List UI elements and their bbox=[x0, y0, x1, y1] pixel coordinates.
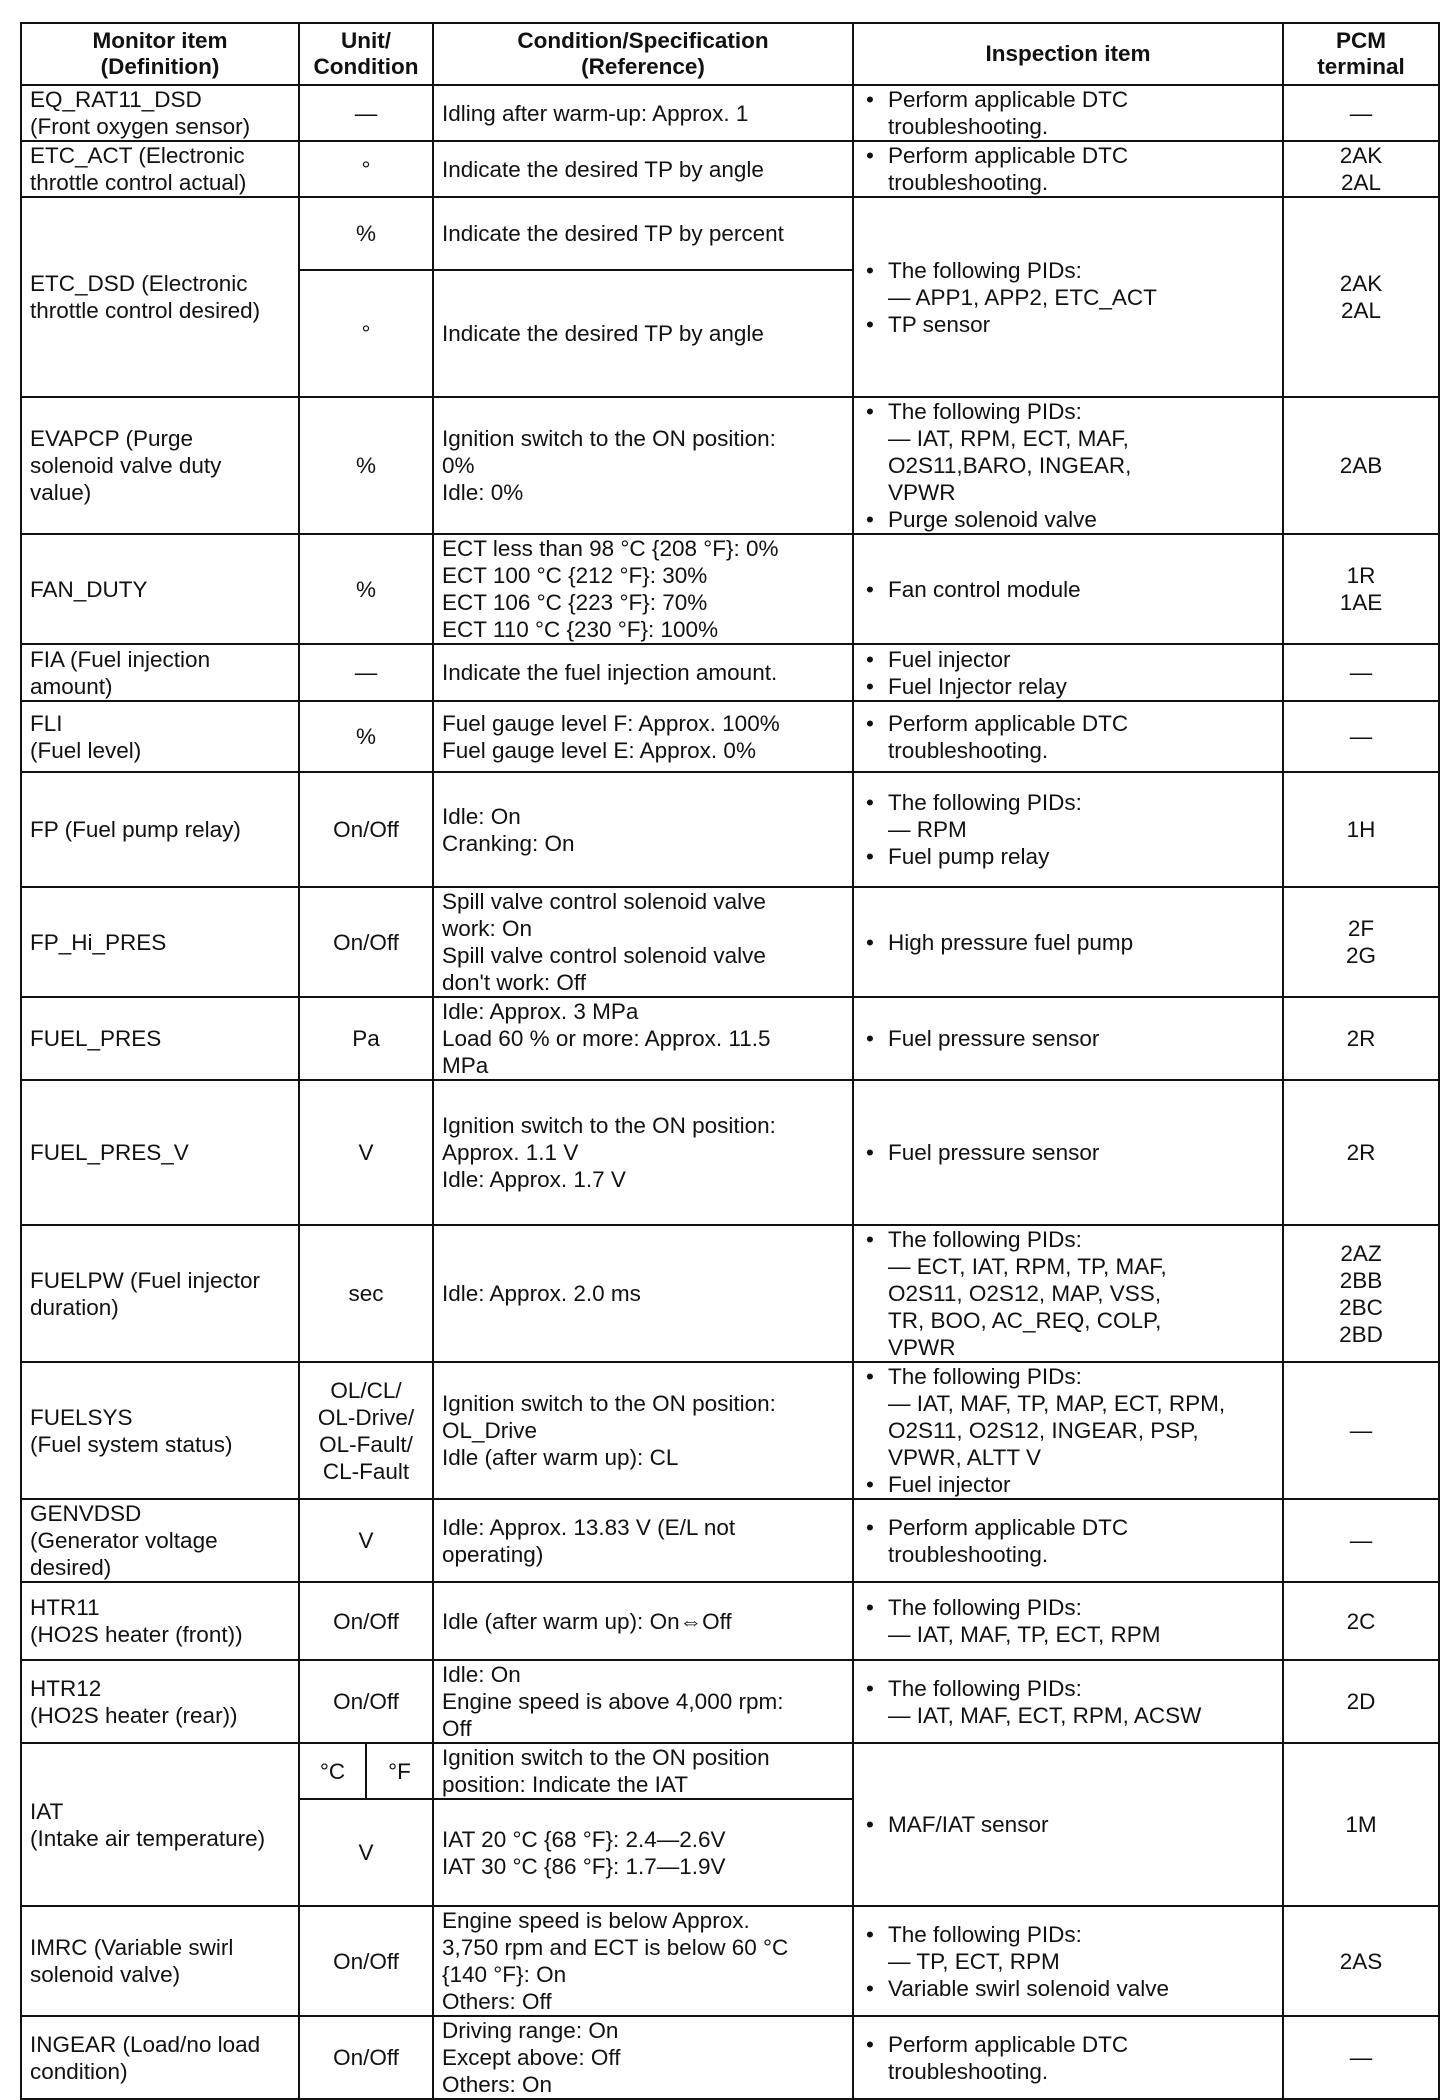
header-unit-condition: Unit/ Condition bbox=[299, 23, 433, 85]
inspection-list-item: • High pressure fuel pump bbox=[862, 929, 1274, 956]
inspection-list-item: • Perform applicable DTC troubleshooting. bbox=[862, 2031, 1274, 2085]
condition-cell: Idling after warm-up: Approx. 1 bbox=[433, 85, 853, 141]
inspection-list bbox=[862, 929, 1274, 956]
monitor-item-cell: EVAPCP (Purge solenoid valve duty value) bbox=[21, 397, 299, 534]
monitor-item-cell: IMRC (Variable swirl solenoid valve) bbox=[21, 1906, 299, 2016]
monitor-item-cell: IAT (Intake air temperature) bbox=[21, 1743, 299, 1906]
monitor-item-cell: INGEAR (Load/no load condition) bbox=[21, 2016, 299, 2099]
monitor-item-cell: FUEL_PRES bbox=[21, 997, 299, 1080]
monitor-item-cell: FP (Fuel pump relay) bbox=[21, 772, 299, 887]
inspection-item-cell bbox=[853, 2016, 1283, 2099]
pcm-terminal-cell: 1R 1AE bbox=[1283, 534, 1439, 644]
inspection-list-item: • The following PIDs: — IAT, MAF, TP, ECT, RPM bbox=[862, 1594, 1274, 1648]
unit-cell: V bbox=[299, 1080, 433, 1225]
pcm-terminal-cell: 2C bbox=[1283, 1582, 1439, 1660]
unit-cell: — bbox=[299, 85, 433, 141]
monitor-item-cell: FUELSYS (Fuel system status) bbox=[21, 1362, 299, 1499]
pcm-terminal-cell: 2AS bbox=[1283, 1906, 1439, 2016]
monitor-item-cell: EQ_RAT11_DSD (Front oxygen sensor) bbox=[21, 85, 299, 141]
inspection-list bbox=[862, 1226, 1274, 1361]
inspection-list-item: • The following PIDs: — IAT, RPM, ECT, MAF, O2S11,BARO, INGEAR, VPWR bbox=[862, 398, 1274, 506]
inspection-list-item: • The following PIDs: — RPM bbox=[862, 789, 1274, 843]
condition-cell: Fuel gauge level F: Approx. 100% Fuel gauge level E: Approx. 0% bbox=[433, 701, 853, 772]
pcm-terminal-cell: — bbox=[1283, 644, 1439, 701]
inspection-item-cell bbox=[853, 887, 1283, 997]
pcm-terminal-cell: 2AK 2AL bbox=[1283, 141, 1439, 197]
table-row bbox=[21, 1225, 1439, 1362]
pcm-terminal-cell: 2R bbox=[1283, 997, 1439, 1080]
table-row bbox=[21, 2016, 1439, 2099]
pcm-terminal-cell: 2AZ 2BB 2BC 2BD bbox=[1283, 1225, 1439, 1362]
table-body bbox=[21, 85, 1439, 2099]
condition-cell: Engine speed is below Approx. 3,750 rpm and ECT is below 60 °C {140 °F}: On Others: Off bbox=[433, 1906, 853, 2016]
inspection-list-item: • Fuel injector bbox=[862, 1471, 1274, 1498]
inspection-list-item: • The following PIDs: — IAT, MAF, TP, MAP, ECT, RPM, O2S11, O2S12, INGEAR, PSP, VPWR, ALTT V bbox=[862, 1363, 1274, 1471]
inspection-list bbox=[862, 257, 1274, 338]
pid-monitor-table bbox=[20, 22, 1440, 2100]
inspection-list bbox=[862, 576, 1274, 603]
table-row bbox=[21, 772, 1439, 887]
inspection-list bbox=[862, 2031, 1274, 2085]
inspection-item-cell bbox=[853, 1225, 1283, 1362]
monitor-item-cell: FUELPW (Fuel injector duration) bbox=[21, 1225, 299, 1362]
monitor-item-cell: FAN_DUTY bbox=[21, 534, 299, 644]
inspection-list-item: • Fuel pump relay bbox=[862, 843, 1274, 870]
inspection-list-item: • TP sensor bbox=[862, 311, 1274, 338]
condition-cell: Ignition switch to the ON position position: Indicate the IAT bbox=[433, 1743, 853, 1799]
condition-cell: Ignition switch to the ON position: Approx. 1.1 V Idle: Approx. 1.7 V bbox=[433, 1080, 853, 1225]
pcm-terminal-cell: 2AK 2AL bbox=[1283, 197, 1439, 397]
monitor-table-page bbox=[20, 22, 1438, 2100]
condition-cell: Ignition switch to the ON position: 0% Idle: 0% bbox=[433, 397, 853, 534]
inspection-list-item: • Fuel injector bbox=[862, 646, 1274, 673]
inspection-item-cell bbox=[853, 1906, 1283, 2016]
table-row bbox=[21, 85, 1439, 141]
unit-cell: sec bbox=[299, 1225, 433, 1362]
unit-celsius-cell: °C bbox=[299, 1743, 366, 1799]
table-row bbox=[21, 397, 1439, 534]
inspection-list bbox=[862, 646, 1274, 700]
table-row bbox=[21, 997, 1439, 1080]
monitor-item-cell: FIA (Fuel injection amount) bbox=[21, 644, 299, 701]
condition-cell: Idle: Approx. 2.0 ms bbox=[433, 1225, 853, 1362]
monitor-item-cell: ETC_ACT (Electronic throttle control actual) bbox=[21, 141, 299, 197]
inspection-list bbox=[862, 1811, 1274, 1838]
pcm-terminal-cell: — bbox=[1283, 2016, 1439, 2099]
inspection-item-cell bbox=[853, 644, 1283, 701]
table-row bbox=[21, 1743, 1439, 1799]
unit-cell: V bbox=[299, 1499, 433, 1582]
header-condition-spec: Condition/Specification (Reference) bbox=[433, 23, 853, 85]
inspection-list-item: • Perform applicable DTC troubleshooting. bbox=[862, 1514, 1274, 1568]
unit-cell: V bbox=[299, 1799, 433, 1906]
pcm-terminal-cell: 1H bbox=[1283, 772, 1439, 887]
condition-cell: Idle: On Cranking: On bbox=[433, 772, 853, 887]
condition-cell: Driving range: On Except above: Off Others: On bbox=[433, 2016, 853, 2099]
pcm-terminal-cell: — bbox=[1283, 1499, 1439, 1582]
inspection-list bbox=[862, 1139, 1274, 1166]
inspection-list bbox=[862, 1675, 1274, 1729]
table-row bbox=[21, 197, 1439, 270]
unit-cell: % bbox=[299, 197, 433, 270]
condition-cell: ECT less than 98 °C {208 °F}: 0% ECT 100 °C {212 °F}: 30% ECT 106 °C {223 °F}: 70% ECT 110 °C {230 °F}: 100% bbox=[433, 534, 853, 644]
table-row bbox=[21, 1499, 1439, 1582]
inspection-list-item: • Perform applicable DTC troubleshooting. bbox=[862, 710, 1274, 764]
inspection-list-item: • Fuel Injector relay bbox=[862, 673, 1274, 700]
monitor-item-cell: HTR11 (HO2S heater (front)) bbox=[21, 1582, 299, 1660]
inspection-list-item: • Fuel pressure sensor bbox=[862, 1139, 1274, 1166]
unit-cell: % bbox=[299, 397, 433, 534]
table-header-row bbox=[21, 23, 1439, 85]
monitor-item-cell: ETC_DSD (Electronic throttle control desired) bbox=[21, 197, 299, 397]
inspection-item-cell bbox=[853, 1743, 1283, 1906]
monitor-item-cell: HTR12 (HO2S heater (rear)) bbox=[21, 1660, 299, 1743]
inspection-list bbox=[862, 142, 1274, 196]
inspection-list bbox=[862, 398, 1274, 533]
condition-cell: Idle (after warm up): On⇔Off bbox=[433, 1582, 853, 1660]
inspection-item-cell bbox=[853, 197, 1283, 397]
monitor-item-cell: FP_Hi_PRES bbox=[21, 887, 299, 997]
condition-cell: IAT 20 °C {68 °F}: 2.4—2.6V IAT 30 °C {86 °F}: 1.7—1.9V bbox=[433, 1799, 853, 1906]
table-row bbox=[21, 1362, 1439, 1499]
condition-cell: Ignition switch to the ON position: OL_Drive Idle (after warm up): CL bbox=[433, 1362, 853, 1499]
unit-cell: On/Off bbox=[299, 887, 433, 997]
unit-cell: % bbox=[299, 701, 433, 772]
table-row bbox=[21, 1660, 1439, 1743]
inspection-item-cell bbox=[853, 997, 1283, 1080]
condition-cell: Spill valve control solenoid valve work: On Spill valve control solenoid valve don't work: Off bbox=[433, 887, 853, 997]
inspection-list-item: • Purge solenoid valve bbox=[862, 506, 1274, 533]
table-row bbox=[21, 1080, 1439, 1225]
condition-cell: Indicate the desired TP by percent bbox=[433, 197, 853, 270]
monitor-item-cell: GENVDSD (Generator voltage desired) bbox=[21, 1499, 299, 1582]
inspection-list-item: • Variable swirl solenoid valve bbox=[862, 1975, 1274, 2002]
unit-cell: % bbox=[299, 534, 433, 644]
inspection-item-cell bbox=[853, 701, 1283, 772]
inspection-list-item: • The following PIDs: — IAT, MAF, ECT, RPM, ACSW bbox=[862, 1675, 1274, 1729]
pcm-terminal-cell: — bbox=[1283, 701, 1439, 772]
condition-cell: Idle: Approx. 13.83 V (E/L not operating) bbox=[433, 1499, 853, 1582]
header-monitor-item: Monitor item (Definition) bbox=[21, 23, 299, 85]
unit-cell: ° bbox=[299, 270, 433, 397]
inspection-list bbox=[862, 1921, 1274, 2002]
inspection-item-cell bbox=[853, 1582, 1283, 1660]
monitor-item-cell: FUEL_PRES_V bbox=[21, 1080, 299, 1225]
pcm-terminal-cell: 2R bbox=[1283, 1080, 1439, 1225]
inspection-list bbox=[862, 710, 1274, 764]
pcm-terminal-cell: — bbox=[1283, 85, 1439, 141]
unit-cell: — bbox=[299, 644, 433, 701]
condition-cell: Idle: Approx. 3 MPa Load 60 % or more: Approx. 11.5 MPa bbox=[433, 997, 853, 1080]
pcm-terminal-cell: 2AB bbox=[1283, 397, 1439, 534]
pcm-terminal-cell: 2F 2G bbox=[1283, 887, 1439, 997]
inspection-list-item: • The following PIDs: — APP1, APP2, ETC_ACT bbox=[862, 257, 1274, 311]
header-inspection-item: Inspection item bbox=[853, 23, 1283, 85]
header-pcm-terminal: PCM terminal bbox=[1283, 23, 1439, 85]
inspection-list bbox=[862, 1514, 1274, 1568]
table-row bbox=[21, 1906, 1439, 2016]
unit-cell: On/Off bbox=[299, 772, 433, 887]
pcm-terminal-cell: 2D bbox=[1283, 1660, 1439, 1743]
inspection-item-cell bbox=[853, 1080, 1283, 1225]
unit-cell: On/Off bbox=[299, 1660, 433, 1743]
condition-cell: Indicate the desired TP by angle bbox=[433, 270, 853, 397]
condition-cell: Idle: On Engine speed is above 4,000 rpm: Off bbox=[433, 1660, 853, 1743]
inspection-list-item: • Perform applicable DTC troubleshooting. bbox=[862, 142, 1274, 196]
inspection-list bbox=[862, 86, 1274, 140]
inspection-item-cell bbox=[853, 534, 1283, 644]
pcm-terminal-cell: 1M bbox=[1283, 1743, 1439, 1906]
inspection-list bbox=[862, 1363, 1274, 1498]
inspection-list bbox=[862, 789, 1274, 870]
table-row bbox=[21, 1582, 1439, 1660]
inspection-item-cell bbox=[853, 1660, 1283, 1743]
inspection-list-item: • MAF/IAT sensor bbox=[862, 1811, 1274, 1838]
unit-cell: On/Off bbox=[299, 2016, 433, 2099]
inspection-list bbox=[862, 1025, 1274, 1052]
table-row bbox=[21, 534, 1439, 644]
inspection-list-item: • Fuel pressure sensor bbox=[862, 1025, 1274, 1052]
inspection-item-cell bbox=[853, 85, 1283, 141]
inspection-item-cell bbox=[853, 397, 1283, 534]
unit-cell: ° bbox=[299, 141, 433, 197]
inspection-item-cell bbox=[853, 1362, 1283, 1499]
inspection-list-item: • Perform applicable DTC troubleshooting. bbox=[862, 86, 1274, 140]
unit-fahrenheit-cell: °F bbox=[366, 1743, 433, 1799]
unit-cell: OL/CL/ OL-Drive/ OL-Fault/ CL-Fault bbox=[299, 1362, 433, 1499]
unit-cell: Pa bbox=[299, 997, 433, 1080]
condition-cell: Indicate the fuel injection amount. bbox=[433, 644, 853, 701]
inspection-list bbox=[862, 1594, 1274, 1648]
inspection-item-cell bbox=[853, 1499, 1283, 1582]
inspection-list-item: • Fan control module bbox=[862, 576, 1274, 603]
inspection-list-item: • The following PIDs: — ECT, IAT, RPM, TP, MAF, O2S11, O2S12, MAP, VSS, TR, BOO, AC_REQ, COLP, VPWR bbox=[862, 1226, 1274, 1361]
unit-cell: On/Off bbox=[299, 1906, 433, 2016]
monitor-item-cell: FLI (Fuel level) bbox=[21, 701, 299, 772]
table-row bbox=[21, 887, 1439, 997]
table-row bbox=[21, 701, 1439, 772]
table-row bbox=[21, 141, 1439, 197]
inspection-item-cell bbox=[853, 772, 1283, 887]
pcm-terminal-cell: — bbox=[1283, 1362, 1439, 1499]
unit-cell: On/Off bbox=[299, 1582, 433, 1660]
inspection-list-item: • The following PIDs: — TP, ECT, RPM bbox=[862, 1921, 1274, 1975]
condition-cell: Indicate the desired TP by angle bbox=[433, 141, 853, 197]
inspection-item-cell bbox=[853, 141, 1283, 197]
table-row bbox=[21, 644, 1439, 701]
